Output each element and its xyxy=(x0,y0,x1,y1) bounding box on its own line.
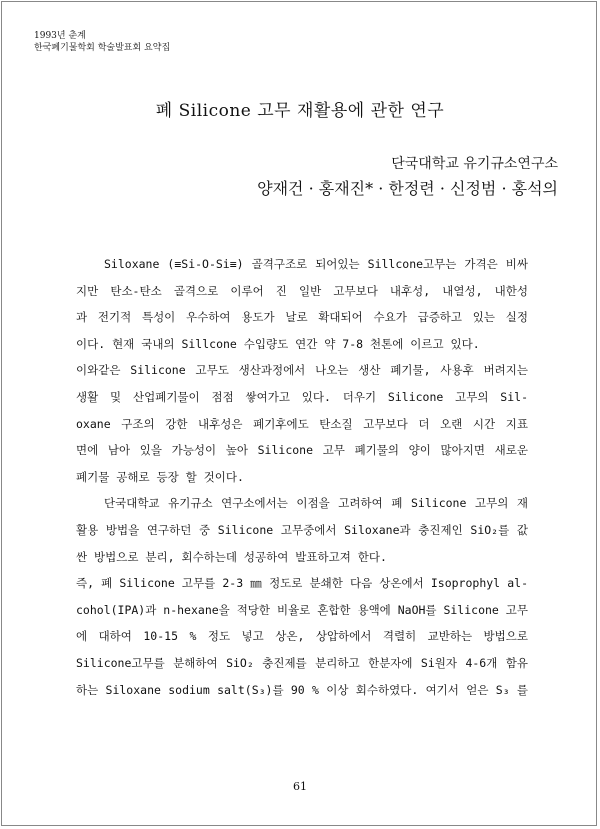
body-line: 생활 및 산업폐기물이 점점 쌓여가고 있다. 더우기 Silicone 고무의 Sil- xyxy=(76,389,528,404)
header-line-1: 1993년 춘계 xyxy=(34,31,86,41)
body-line: 폐기물 공해로 등장 할 것이다. xyxy=(76,469,244,484)
body-text xyxy=(76,256,528,708)
body-line: 즉, 폐 Silicone 고무를 2-3 ㎜ 정도로 분쇄한 다음 상온에서 Isoprophyl al- xyxy=(76,576,528,591)
author-list: 양재건 · 홍재진* · 한정련 · 신정범 · 홍석의 xyxy=(257,179,558,198)
body-line: 이와같은 Silicone 고무도 생산과정에서 나오는 생산 폐기물, 사용후 버려지는 xyxy=(76,363,528,378)
body-line: 활용 방법을 연구하던 중 Silicone 고무중에서 Siloxane과 충진제인 SiO₂를 값 xyxy=(76,522,528,537)
body-line: 면에 남아 있을 가능성이 높아 Silicone 고무 폐기물의 양이 많아지면 새로운 xyxy=(76,443,528,458)
body-line: Siloxane (≡Si-O-Si≡) 골격구조로 되어있는 Sillcone고무는 가격은 비싸 xyxy=(104,257,528,271)
paper-title: 폐 Silicone 고무 재활용에 관한 연구 xyxy=(155,101,445,121)
header-meta xyxy=(34,30,170,54)
body-line: 지만 탄소-탄소 골격으로 이루어 진 일반 고무보다 내후성, 내열성, 내한성 xyxy=(76,283,528,298)
body-line: cohol(IPA)과 n-hexane을 적당한 비율로 혼합한 용액에 NaOH를 Silicone 고무 xyxy=(76,602,528,617)
body-line: 단국대학교 유기규소 연구소에서는 이점을 고려하여 폐 Silicone 고무의 재 xyxy=(104,496,528,511)
body-line: 이다. 현재 국내의 Sillcone 수입량도 연간 약 7-8 천톤에 이르고 있다. xyxy=(76,336,480,351)
affiliation: 단국대학교 유기규소연구소 xyxy=(391,156,558,172)
body-line: oxane 구조의 강한 내후성은 폐기후에도 탄소질 고무보다 더 오랜 시간 지표 xyxy=(76,416,528,431)
header-line-2: 한국폐기물학회 학술발표회 요약집 xyxy=(34,43,171,53)
page-number: 61 xyxy=(293,780,307,793)
body-line: 에 대하여 10-15 % 정도 넣고 상온, 상압하에서 격렬히 교반하는 방법으로 xyxy=(76,629,528,644)
body-line: 하는 Siloxane sodium salt(S₃)를 90 % 이상 회수하였다. 여기서 얻은 S₃ 를 xyxy=(76,682,528,697)
body-line: Silicone고무를 분해하여 SiO₂ 충진제를 분리하고 한분자에 Si원자 4-6개 함유 xyxy=(76,655,528,670)
body-line: 싼 방법으로 분리, 회수하는데 성공하여 발표하고져 한다. xyxy=(76,549,387,564)
body-line: 과 전기적 특성이 우수하여 용도가 날로 확대되어 수요가 급증하고 있는 실정 xyxy=(76,310,528,325)
